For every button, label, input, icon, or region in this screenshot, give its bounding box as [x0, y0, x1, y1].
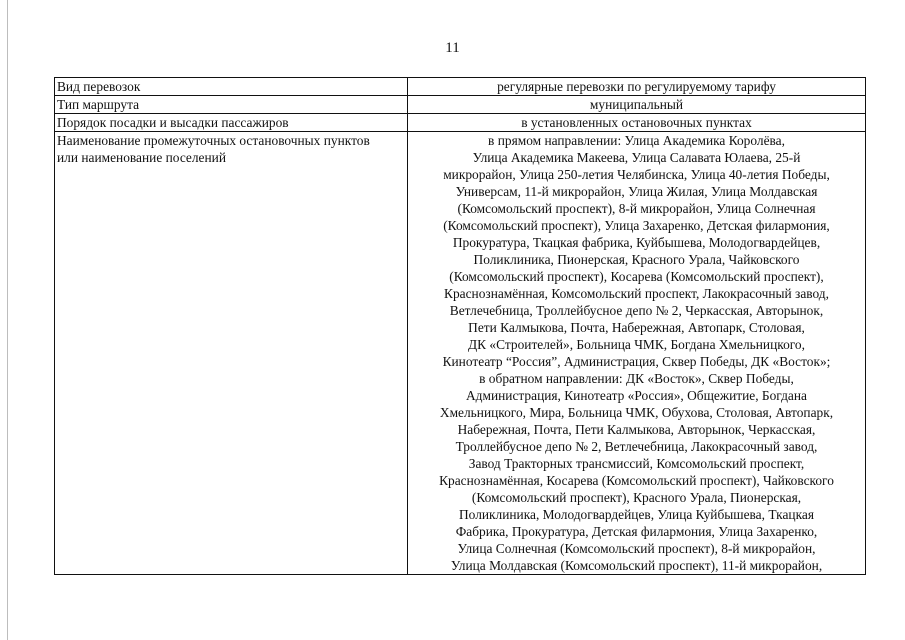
stops-line: Хмельницкого, Мира, Больница ЧМК, Обухова, Столовая, Автопарк, — [439, 405, 834, 420]
stops-line: Прокуратура, Ткацкая фабрика, Куйбышева, Молодогвардейцев, — [452, 235, 821, 250]
transport-type-label: Вид перевозок — [55, 78, 408, 96]
stops-line: Кинотеатр “Россия”, Администрация, Сквер Победы, ДК «Восток»; — [442, 354, 831, 369]
stops-line: Набережная, Почта, Пети Калмыкова, Авторынок, Черкасская, — [457, 422, 816, 437]
stops-line: Краснознамённая, Комсомольский проспект, Лакокрасочный завод, — [444, 286, 829, 301]
stops-line: Фабрика, Прокуратура, Детская филармония, Улица Захаренко, — [455, 524, 818, 539]
intermediate-stops-label — [55, 132, 408, 575]
page-left-edge — [7, 0, 8, 640]
route-type-label: Тип маршрута — [55, 96, 408, 114]
stops-line: Завод Тракторных трансмиссий, Комсомольский проспект, — [468, 456, 805, 471]
boarding-order-value: в установленных остановочных пунктах — [408, 114, 866, 132]
stops-line: Ветлечебница, Троллейбусное депо № 2, Черкасская, Авторынок, — [449, 303, 824, 318]
stops-line: Поликлиника, Молодогвардейцев, Улица Куйбышева, Ткацкая — [459, 507, 814, 522]
table-row-boarding-order — [55, 114, 866, 132]
stops-line: Администрация, Кинотеатр «Россия», Общежитие, Богдана — [466, 388, 807, 403]
transport-type-value: регулярные перевозки по регулируемому тарифу — [408, 78, 866, 96]
stops-line: ДК «Строителей», Больница ЧМК, Богдана Хмельницкого, — [468, 337, 805, 352]
stops-line: (Комсомольский проспект), Косарева (Комсомольский проспект), — [449, 269, 824, 284]
table-row-intermediate-stops — [55, 132, 866, 575]
route-info-table — [54, 77, 866, 575]
stops-line: Троллейбусное депо № 2, Ветлечебница, Лакокрасочный завод, — [455, 439, 818, 454]
boarding-order-label: Порядок посадки и высадки пассажиров — [55, 114, 408, 132]
stops-line: Краснознамённая, Косарева (Комсомольский проспект), Чайковского — [439, 473, 834, 488]
table-row-route-type — [55, 96, 866, 114]
stops-line: в прямом направлении: Улица Академика Королёва, — [488, 133, 785, 148]
page-number: 11 — [445, 40, 460, 56]
stops-line: микрорайон, Улица 250-летия Челябинска, Улица 40-летия Победы, — [443, 167, 830, 182]
stops-line: в обратном направлении: ДК «Восток», Сквер Победы, — [479, 371, 794, 386]
stops-line: Улица Солнечная (Комсомольский проспект), 8-й микрорайон, — [457, 541, 816, 556]
stops-line: Улица Академика Макеева, Улица Салавата Юлаева, 25-й — [472, 150, 801, 165]
route-type-value: муниципальный — [408, 96, 866, 114]
intermediate-stops-value — [408, 132, 866, 575]
stops-line: Пети Калмыкова, Почта, Набережная, Автопарк, Столовая, — [468, 320, 805, 335]
stops-line: (Комсомольский проспект), 8-й микрорайон, Улица Солнечная — [457, 201, 816, 216]
stops-line: (Комсомольский проспект), Красного Урала, Пионерская, — [471, 490, 802, 505]
stops-line: Универсам, 11-й микрорайон, Улица Жилая, Улица Молдавская — [455, 184, 818, 199]
stops-line: (Комсомольский проспект), Улица Захаренко, Детская филармония, — [443, 218, 830, 233]
table-row-transport-type — [55, 78, 866, 96]
stops-line: Поликлиника, Пионерская, Красного Урала, Чайковского — [473, 252, 800, 267]
intermediate-stops-label-line: Наименование промежуточных остановочных пунктов — [57, 133, 370, 148]
stops-line: Улица Молдавская (Комсомольский проспект), 11-й микрорайон, — [450, 558, 823, 573]
intermediate-stops-label-line: или наименование поселений — [57, 150, 226, 165]
